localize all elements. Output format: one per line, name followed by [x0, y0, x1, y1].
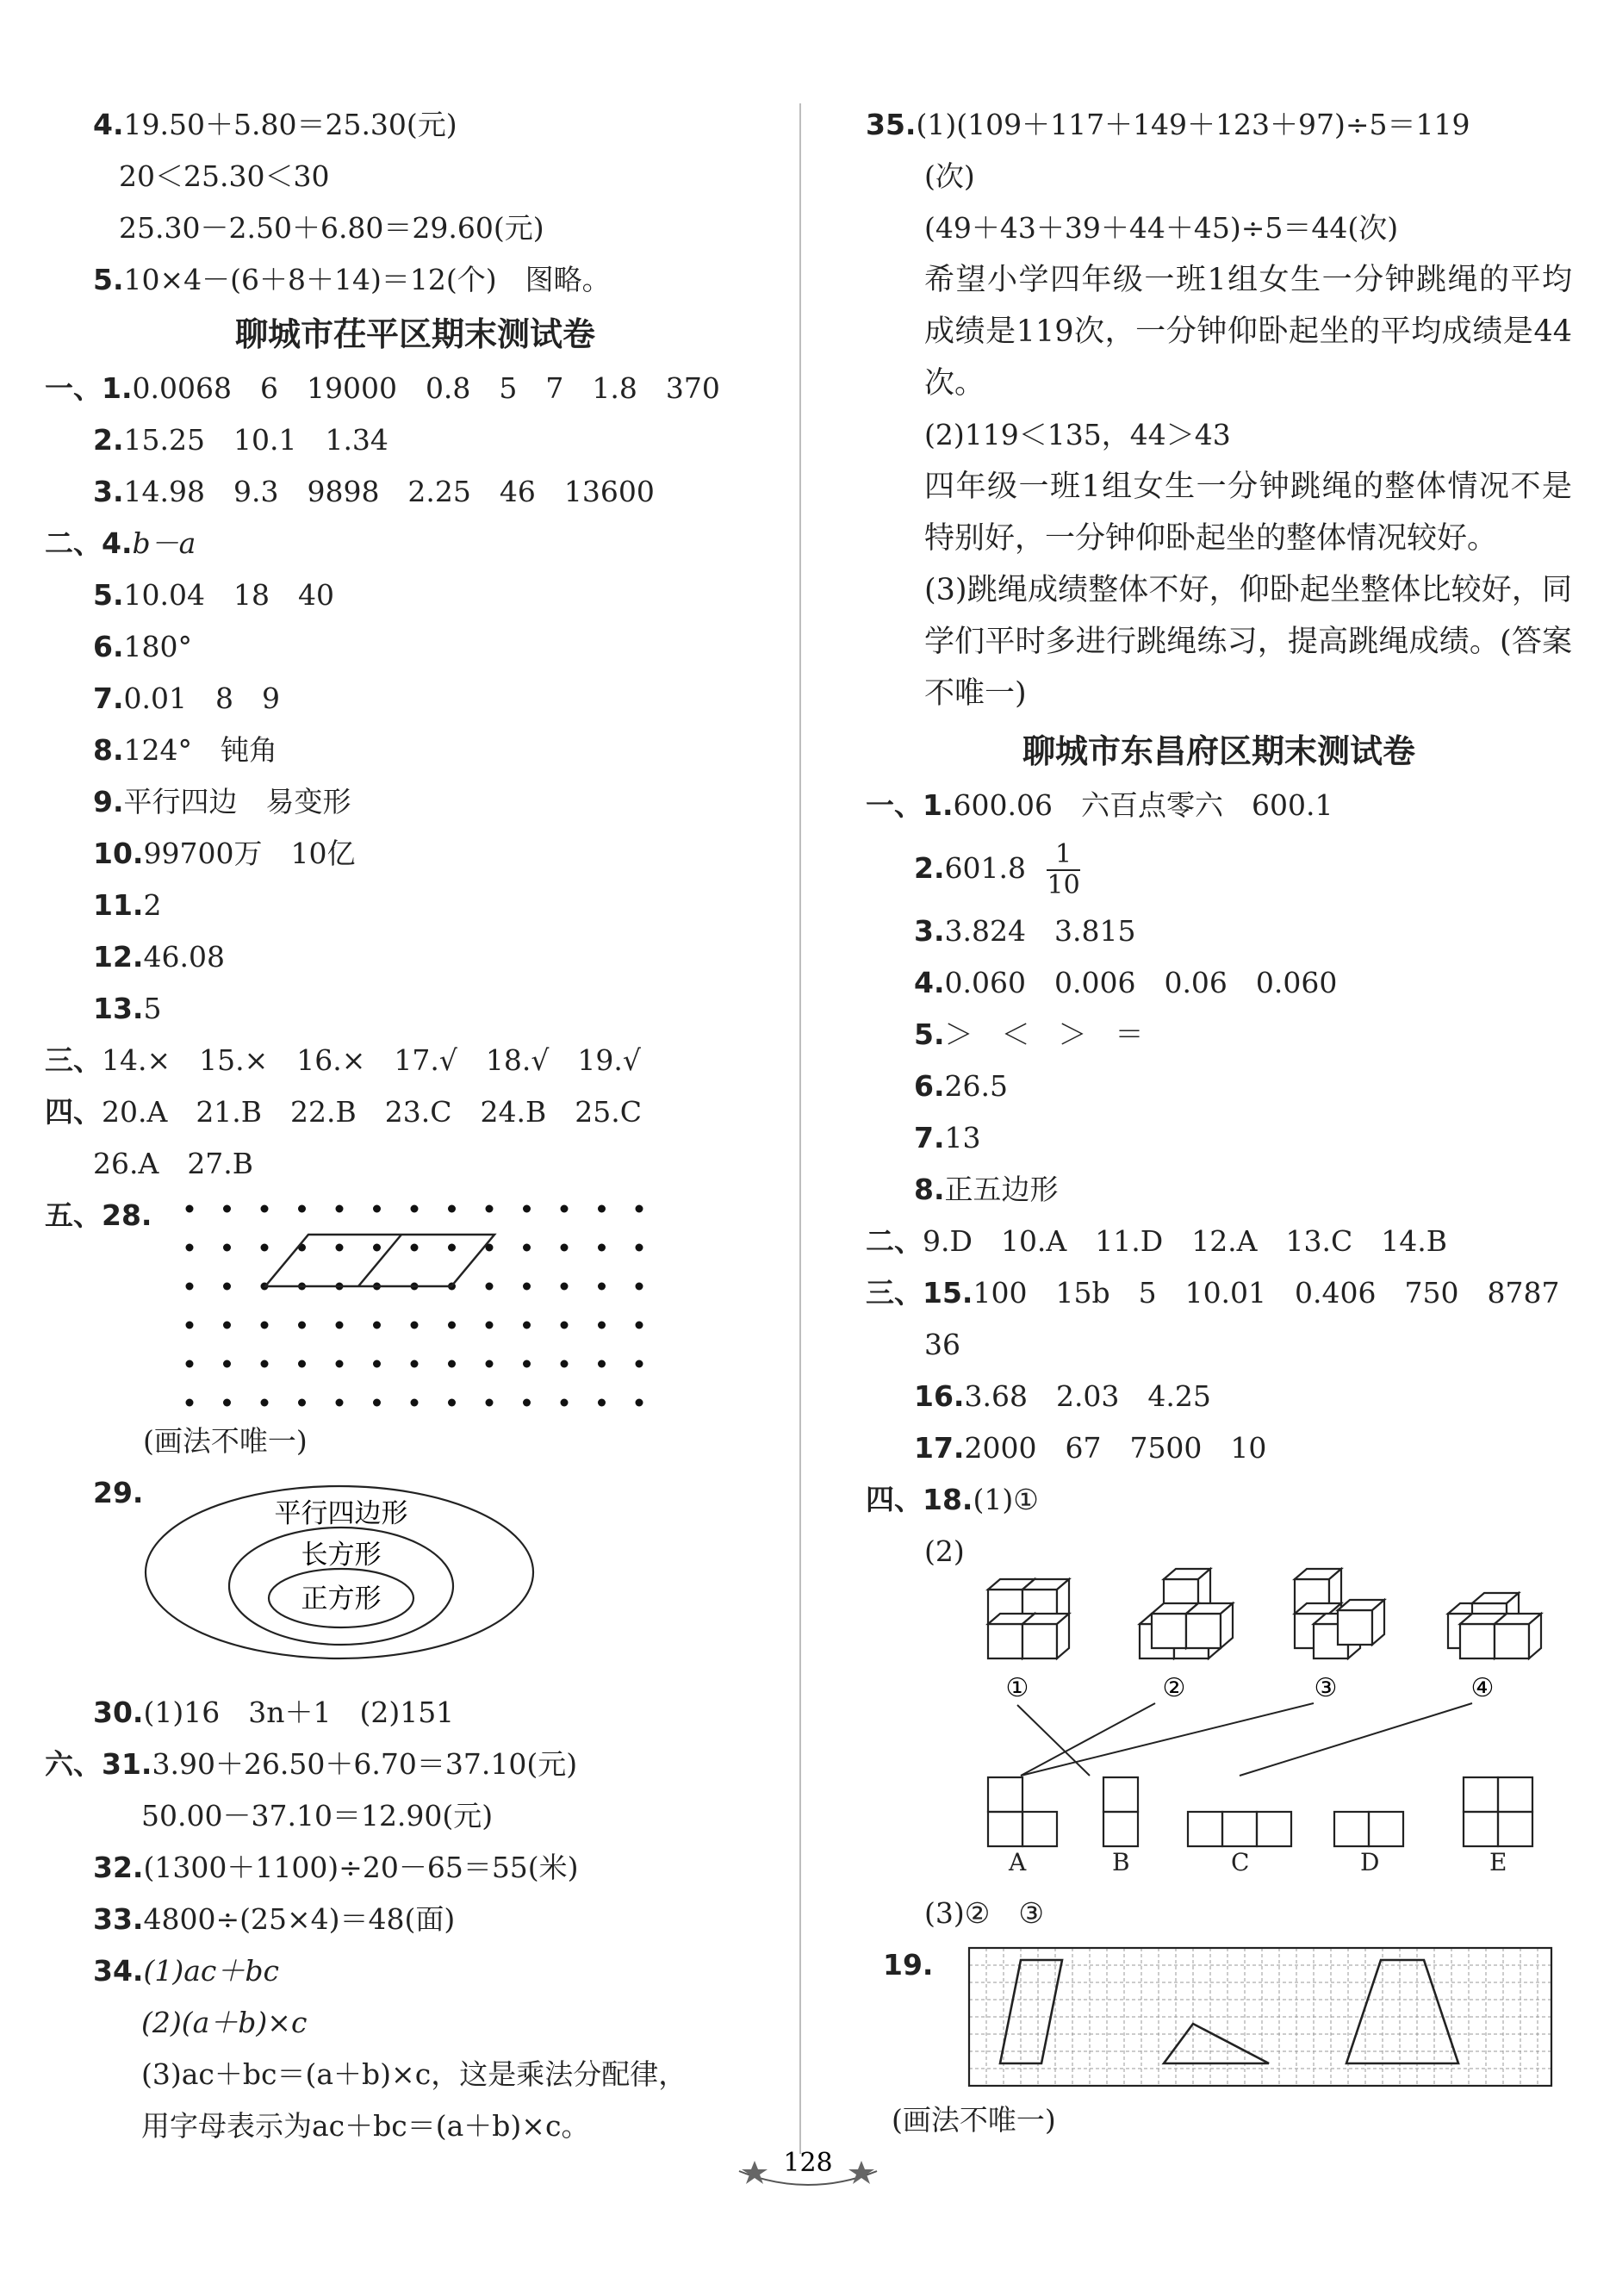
column-divider: [799, 103, 801, 2154]
grid-dot: [561, 1360, 569, 1368]
grid-dot: [186, 1283, 194, 1291]
grid-dot: [298, 1322, 306, 1329]
answer-row: 16.3.68 2.03 4.25: [914, 1379, 1211, 1413]
grid-dot: [486, 1399, 494, 1407]
answer-5: 5.10×4－(6＋8＋14)＝12(个) 图略。: [93, 263, 611, 296]
answer-35-para2: 四年级一班1组女生一分钟跳绳的整体情况不是特别好，一分钟仰卧起坐的整体情况较好。: [924, 470, 1572, 556]
answer-35-line2: (次): [924, 159, 975, 193]
answer-row: 5.＞ ＜ ＞ ＝: [914, 1017, 1144, 1051]
answer-row: 7.13: [914, 1121, 981, 1154]
grid-dot: [636, 1360, 643, 1368]
grid-dot: [636, 1205, 643, 1213]
grid-shapes-figure: [967, 1946, 1562, 2093]
view-label-d: D: [1360, 1848, 1380, 1876]
answer-34-line2: (2)(a＋b)×c: [141, 2006, 308, 2039]
grid-dot: [373, 1244, 381, 1252]
grid-dot: [336, 1322, 344, 1329]
answer-34: 34.(1)ac＋bc: [93, 1954, 279, 1988]
answer-row: 4.0.060 0.006 0.06 0.060: [914, 966, 1338, 999]
dot-grid-figure: [131, 1190, 648, 1414]
star-icon: [848, 2161, 874, 2184]
answer-31: 六、31.3.90＋26.50＋6.70＝37.10(元): [45, 1747, 578, 1781]
grid-dot: [336, 1360, 344, 1368]
unit-cube: [1186, 1603, 1233, 1648]
grid-dot: [598, 1205, 606, 1213]
label-square: 正方形: [301, 1584, 382, 1615]
grid-dot: [448, 1244, 456, 1252]
grid-dot: [561, 1322, 569, 1329]
label-rectangle: 长方形: [301, 1540, 382, 1571]
answer-row: 9.平行四边 易变形: [93, 785, 351, 818]
grid-dot: [373, 1205, 381, 1213]
answer-row: 10.99700万 10亿: [93, 837, 356, 870]
question-19: 19.: [866, 1939, 1572, 2094]
grid-dot: [223, 1244, 231, 1252]
answer-31-line2: 50.00－37.10＝12.90(元): [141, 1799, 494, 1832]
grid-dot: [223, 1322, 231, 1329]
grid-dot: [448, 1205, 456, 1213]
grid-dot: [411, 1205, 419, 1213]
answer-row: 26.A 27.B: [93, 1147, 254, 1180]
grid-dot: [598, 1399, 606, 1407]
q28-note: (画法不唯一): [143, 1424, 308, 1458]
grid-dot: [223, 1205, 231, 1213]
answer-30: 30.(1)16 3n＋1 (2)151: [93, 1696, 455, 1729]
cube-label-3: ③: [1314, 1673, 1338, 1703]
grid-dot: [598, 1360, 606, 1368]
answer-row: 6.26.5: [914, 1069, 1008, 1103]
cube-label-4: ④: [1470, 1673, 1495, 1703]
view-label-e: E: [1489, 1848, 1507, 1876]
page-footer: [0, 2145, 1616, 2197]
grid-dot: [336, 1399, 344, 1407]
grid-dot: [411, 1360, 419, 1368]
q18-part2: (2): [924, 1534, 965, 1568]
grid-dot: [486, 1322, 494, 1329]
section-title-dongchangfu: 聊城市东昌府区期末测试卷: [1022, 732, 1415, 770]
grid-dot: [373, 1399, 381, 1407]
section-title-chiping: 聊城市茌平区期末测试卷: [234, 315, 595, 353]
answer-34-line4: 用字母表示为ac＋bc＝(a＋b)×c。: [141, 2109, 590, 2143]
grid-dot: [561, 1205, 569, 1213]
answer-35-line3: (49＋43＋39＋44＋45)÷5＝44(次): [924, 211, 1399, 245]
answer-row: 8.124° 钝角: [93, 733, 277, 767]
answer-row: 3.3.824 3.815: [914, 914, 1136, 948]
grid-dot: [486, 1205, 494, 1213]
answer-row: 17.2000 67 7500 10: [914, 1431, 1267, 1465]
grid-dot: [298, 1360, 306, 1368]
grid-dot: [523, 1399, 531, 1407]
answer-row: 5.10.04 18 40: [93, 578, 334, 612]
grid-dot: [523, 1360, 531, 1368]
answer-row: 36: [924, 1328, 960, 1361]
grid-dot: [336, 1205, 344, 1213]
answer-row: 一、1.600.06 六百点零六 600.1: [866, 788, 1333, 822]
cube-label-1: ①: [1005, 1673, 1029, 1703]
answer-row: 三、15.100 15b 5 10.01 0.406 750 8787: [866, 1276, 1560, 1310]
grid-dot: [561, 1283, 569, 1291]
grid-dot: [598, 1244, 606, 1252]
grid-dot: [561, 1399, 569, 1407]
answer-33: 33.4800÷(25×4)＝48(面): [93, 1902, 456, 1936]
grid-dot: [486, 1283, 494, 1291]
answer-35: 35.(1)(109＋117＋149＋123＋97)÷5＝119: [866, 108, 1470, 141]
grid-dot: [223, 1360, 231, 1368]
answer-row: 一、1.0.0068 6 19000 0.8 5 7 1.8 370: [45, 371, 720, 405]
grid-dot: [261, 1360, 269, 1368]
q18-part3: (3)② ③: [924, 1896, 1044, 1930]
grid-dot: [336, 1244, 344, 1252]
answer-2-fraction: 2.601.8 $\frac{1}{10}$: [914, 839, 1080, 900]
grid-dot: [598, 1283, 606, 1291]
answer-4-line3: 25.30－2.50＋6.80＝29.60(元): [119, 211, 544, 245]
grid-dot: [298, 1399, 306, 1407]
view-label-c: C: [1231, 1848, 1250, 1876]
answer-row: 8.正五边形: [914, 1173, 1059, 1206]
question-18-figure: [866, 1526, 1572, 1853]
answer-row: 四、18.(1)①: [866, 1483, 1039, 1516]
answer-row: 7.0.01 8 9: [93, 681, 280, 715]
grid-dot: [636, 1283, 643, 1291]
answer-4: 4.19.50＋5.80＝25.30(元): [93, 108, 457, 141]
grid-dot: [411, 1399, 419, 1407]
cube-label-2: ②: [1162, 1673, 1186, 1703]
grid-dot: [261, 1399, 269, 1407]
view-label-b: B: [1112, 1848, 1130, 1876]
grid-dot: [261, 1322, 269, 1329]
unit-cube: [1338, 1600, 1384, 1645]
grid-dot: [523, 1205, 531, 1213]
grid-dot: [448, 1399, 456, 1407]
answer-35-para1: 希望小学四年级一班1组女生一分钟跳绳的平均成绩是119次，一分钟仰卧起坐的平均成绩是44次。: [924, 263, 1572, 401]
grid-dot: [523, 1244, 531, 1252]
answer-row: 3.14.98 9.3 9898 2.25 46 13600: [93, 475, 655, 508]
answer-row: 2.15.25 10.1 1.34: [93, 423, 388, 457]
page-number-badge: [730, 2145, 886, 2197]
grid-dot: [523, 1283, 531, 1291]
answer-row: 二、9.D 10.A 11.D 12.A 13.C 14.B: [866, 1224, 1447, 1258]
answer-35-para3: (3)跳绳成绩整体不好，仰卧起坐整体比较好，同学们平时多进行跳绳练习，提高跳绳成绩。(答案不唯一): [924, 573, 1572, 711]
grid-dot: [486, 1360, 494, 1368]
grid-dot: [223, 1399, 231, 1407]
answer-34-line3: (3)ac＋bc＝(a＋b)×c，这是乘法分配律，: [141, 2057, 687, 2091]
grid-dot: [186, 1244, 194, 1252]
grid-dot: [186, 1360, 194, 1368]
grid-dot: [636, 1399, 643, 1407]
answer-row: 三、14.× 15.× 16.× 17.√ 18.√ 19.√: [45, 1043, 641, 1077]
right-column: [866, 99, 1572, 2146]
star-icon: [742, 2161, 768, 2184]
grid-dot: [261, 1244, 269, 1252]
unit-cube: [1495, 1614, 1541, 1658]
grid-dot: [261, 1205, 269, 1213]
answer-row: 6.180°: [93, 630, 192, 663]
grid-dot: [448, 1360, 456, 1368]
grid-dot: [636, 1244, 643, 1252]
fraction: $\frac{1}{10}$: [1047, 839, 1080, 900]
answer-4-line2: 20＜25.30＜30: [119, 159, 330, 193]
grid-dot: [373, 1322, 381, 1329]
left-column: [45, 99, 786, 2152]
grid-dot: [448, 1322, 456, 1329]
grid-dot: [636, 1322, 643, 1329]
answer-row: 13.5: [93, 992, 162, 1025]
cube-views-diagram: [866, 1526, 1555, 1853]
grid-dot: [186, 1399, 194, 1407]
grid-dot: [223, 1283, 231, 1291]
view-label-a: A: [1009, 1848, 1027, 1876]
q19-note: (画法不唯一): [892, 2103, 1056, 2137]
shape-set-diagram: [141, 1467, 555, 1678]
answer-row: 12.46.08: [93, 940, 225, 974]
answer-row: 二、4.b－a: [45, 526, 196, 560]
page-number: 128: [783, 2148, 833, 2178]
grid-dot: [186, 1322, 194, 1329]
label-parallelogram: 平行四边形: [274, 1498, 408, 1529]
unit-cube: [1022, 1614, 1069, 1658]
grid-dot: [186, 1205, 194, 1213]
view-labels-row: [866, 1848, 1572, 1888]
grid-dot: [411, 1322, 419, 1329]
grid-dot: [561, 1244, 569, 1252]
grid-dot: [373, 1360, 381, 1368]
answer-32: 32.(1300＋1100)÷20－65＝55(米): [93, 1851, 579, 1884]
answer-row: 四、20.A 21.B 22.B 23.C 24.B 25.C: [45, 1095, 642, 1129]
answer-row: 11.2: [93, 888, 162, 922]
grid-dot: [411, 1244, 419, 1252]
question-28: 五、28.: [45, 1190, 786, 1416]
question-29: 29. 平行四边形 长方形 正方形: [45, 1467, 786, 1687]
grid-dot: [523, 1322, 531, 1329]
answer-35-line4: (2)119＜135，44＞43: [924, 418, 1231, 451]
grid-dot: [598, 1322, 606, 1329]
grid-dot: [298, 1205, 306, 1213]
